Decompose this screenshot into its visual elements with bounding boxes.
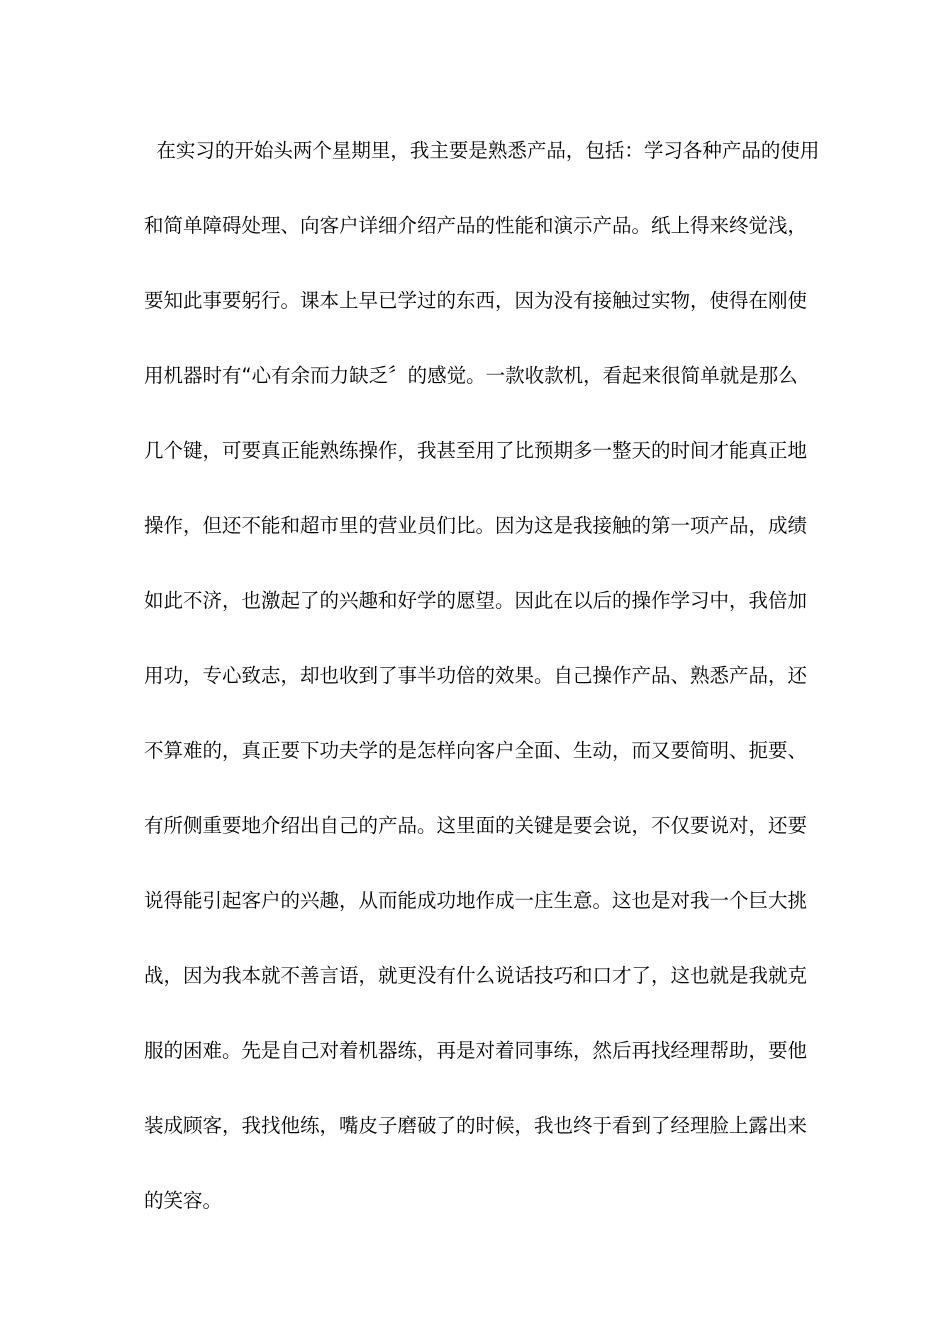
text-line-11: 说得能引起客户的兴趣，从而能成功地作成一庄生意。这也是对我一个巨大挑 — [144, 889, 808, 912]
text-line-5: 几个键，可要真正能熟练操作，我甚至用了比预期多一整天的时间才能真正地 — [144, 439, 808, 462]
text-line-8: 用功，专心致志，却也收到了事半功倍的效果。自己操作产品、熟悉产品，还 — [144, 664, 808, 687]
body-paragraph — [144, 113, 824, 1238]
text-line-9: 不算难的，真正要下功夫学的是怎样向客户全面、生动，而又要简明、扼要、 — [144, 739, 808, 762]
text-line-15: 的笑容。 — [144, 1189, 223, 1212]
text-line-7: 如此不济，也激起了的兴趣和好学的愿望。因此在以后的操作学习中，我倍加 — [144, 589, 808, 612]
text-line-4: 用机器时有“心有余而力缺乏〞的感觉。一款收款机，看起来很简单就是那么 — [144, 364, 798, 387]
text-line-1: 在实习的开始头两个星期里，我主要是熟悉产品，包括：学习各种产品的使用 — [144, 139, 820, 162]
text-line-14: 装成顾客，我找他练，嘴皮子磨破了的时候，我也终于看到了经理脸上露出来 — [144, 1114, 808, 1137]
text-line-10: 有所侧重要地介绍出自己的产品。这里面的关键是要会说，不仅要说对，还要 — [144, 814, 808, 837]
text-line-2: 和简单障碍处理、向客户详细介绍产品的性能和演示产品。纸上得来终觉浅， — [144, 214, 808, 237]
text-line-12: 战，因为我本就不善言语，就更没有什么说话技巧和口才了，这也就是我就克 — [144, 964, 808, 987]
text-line-6: 操作，但还不能和超市里的营业员们比。因为这是我接触的第一项产品，成绩 — [144, 514, 808, 537]
text-line-13: 服的困难。先是自己对着机器练，再是对着同事练，然后再找经理帮助，要他 — [144, 1039, 808, 1062]
text-line-3: 要知此事要躬行。课本上早已学过的东西，因为没有接触过实物，使得在刚使 — [144, 289, 808, 312]
